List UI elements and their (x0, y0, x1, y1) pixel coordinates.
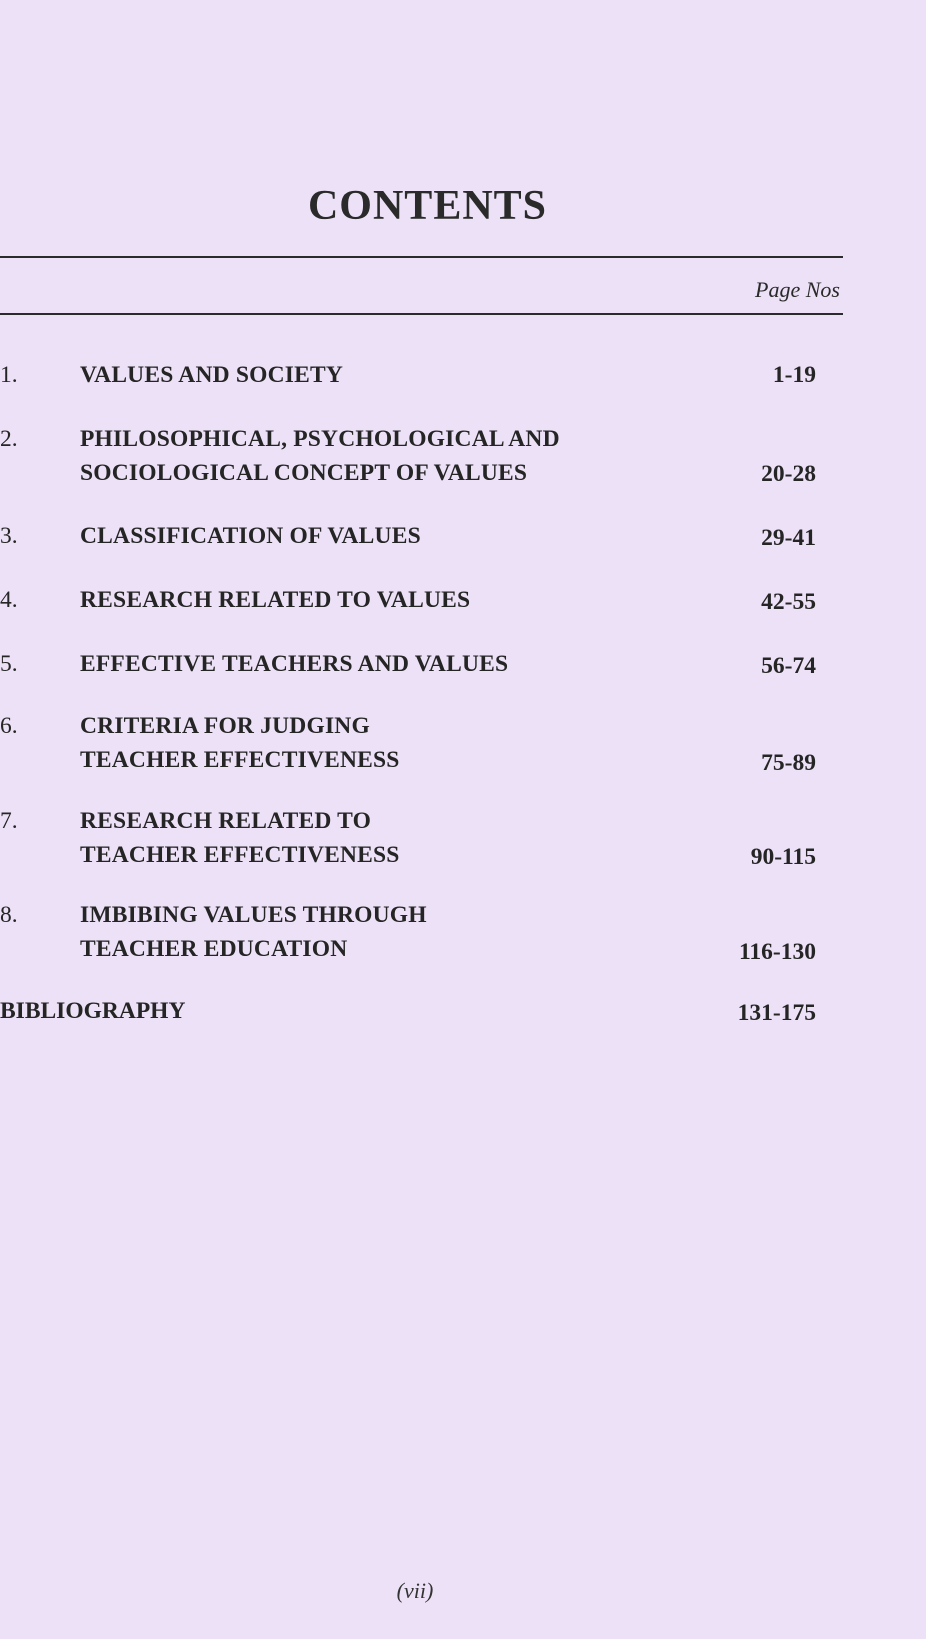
entry-pages: 20-28 (761, 461, 816, 487)
entry-pages: 75-89 (761, 750, 816, 776)
entry-pages: 1-19 (772, 362, 816, 388)
header-rule (0, 313, 843, 315)
entry-title: IMBIBING VALUES THROUGH (80, 902, 427, 928)
entry-number: 2. (0, 426, 18, 452)
entry-number: 5. (0, 651, 18, 677)
top-rule (0, 256, 843, 258)
entry-number: 6. (0, 713, 18, 739)
entry-title: CLASSIFICATION OF VALUES (80, 523, 421, 549)
entry-number: 4. (0, 587, 18, 613)
entry-number: 7. (0, 808, 18, 834)
entry-title: CRITERIA FOR JUDGING (80, 713, 370, 739)
entry-number: 3. (0, 523, 18, 549)
entry-title: EFFECTIVE TEACHERS AND VALUES (80, 651, 509, 677)
entry-title-continued: TEACHER EFFECTIVENESS (80, 842, 400, 868)
page-number: (vii) (396, 1578, 434, 1603)
entry-number: 8. (0, 902, 18, 928)
entry-pages: 90-115 (750, 844, 816, 870)
entry-number: 1. (0, 362, 18, 388)
entry-title-continued: TEACHER EFFECTIVENESS (80, 747, 400, 773)
entry-title: RESEARCH RELATED TO VALUES (80, 587, 471, 613)
entry-title: VALUES AND SOCIETY (80, 362, 344, 388)
entry-title-continued: SOCIOLOGICAL CONCEPT OF VALUES (80, 460, 528, 486)
bibliography-pages: 131-175 (737, 1000, 816, 1026)
entry-title: RESEARCH RELATED TO (80, 808, 372, 834)
entry-title-continued: TEACHER EDUCATION (80, 936, 348, 962)
entry-pages: 116-130 (738, 939, 816, 965)
page-nos-header: Page Nos (755, 277, 840, 302)
entry-pages: 29-41 (761, 525, 816, 551)
entry-title: PHILOSOPHICAL, PSYCHOLOGICAL AND (80, 426, 560, 452)
entry-pages: 42-55 (761, 589, 816, 615)
bibliography-label: BIBLIOGRAPHY (0, 998, 186, 1024)
entry-pages: 56-74 (761, 653, 816, 679)
page-title: CONTENTS (307, 183, 548, 229)
